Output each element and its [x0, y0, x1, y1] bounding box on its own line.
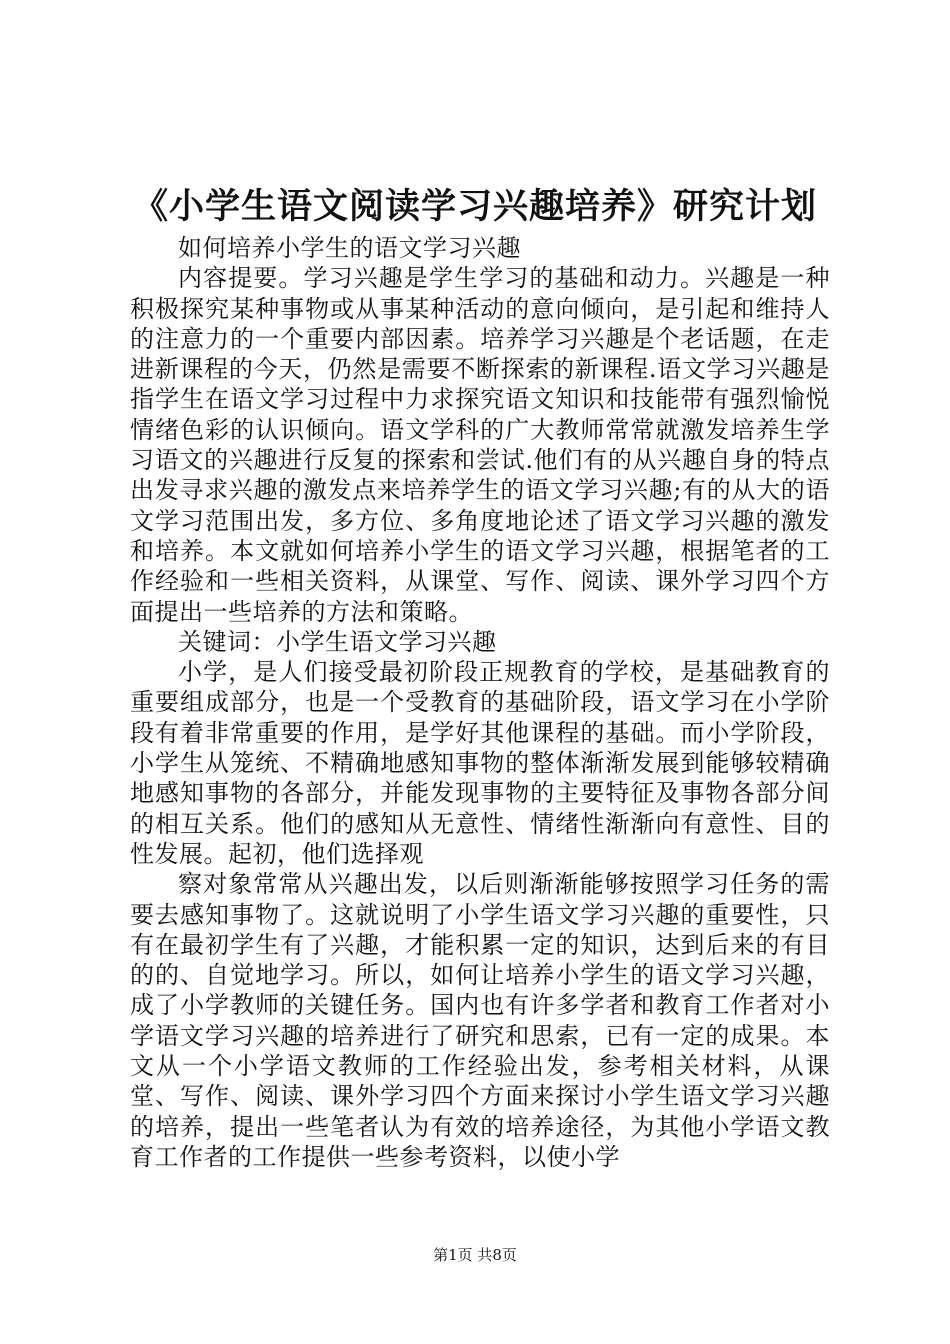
keywords-paragraph: 关键词：小学生语文学习兴趣: [178, 627, 497, 656]
body-paragraph-1: 小学，是人们接受最初阶段正规教育的学校，是基础教育的重要组成部分，也是一个受教育的基础阶段，语文学习在小学阶段有着非常重要的作用，是学好其他课程的基础。而小学阶段，小学生从笼统、不精确地感知事物的整体渐渐发展到能够较精确地感知事物的各部分，并能发现事物的主要特征及事物各部分间的相互关系。他们的感知从无意性、情绪性渐渐向有意性、目的性发展。起初，他们选择观: [130, 658, 830, 868]
document-title: 《小学生语文阅读学习兴趣培养》研究计划: [132, 186, 817, 227]
document-body: [130, 233, 830, 1172]
page-footer: 第1页 共8页: [433, 1246, 517, 1264]
body-paragraph-2: 察对象常常从兴趣出发，以后则渐渐能够按照学习任务的需要去感知事物了。这就说明了小学生语文学习兴趣的重要性，只有在最初学生有了兴趣，才能积累一定的知识，达到后来的有目的的、自觉地学习。所以，如何让培养小学生的语文学习兴趣，成了小学教师的关键任务。国内也有许多学者和教育工作者对小学语文学习兴趣的培养进行了研究和思索，已有一定的成果。本文从一个小学语文教师的工作经验出发，参考相关材料，从课堂、写作、阅读、课外学习四个方面来探讨小学生语文学习兴趣的培养，提出一些笔者认为有效的培养途径，为其他小学语文教育工作者的工作提供一些参考资料，以使小学: [130, 870, 830, 1171]
subtitle-paragraph: 如何培养小学生的语文学习兴趣: [178, 234, 521, 262]
abstract-paragraph: 内容提要。学习兴趣是学生学习的基础和动力。兴趣是一种积极探究某种事物或从事某种活动的意向倾向，是引起和维持人的注意力的一个重要内部因素。培养学习兴趣是个老话题，在走进新课程的今天，仍然是需要不断探索的新课程.语文学习兴趣是指学生在语文学习过程中力求探究语文知识和技能带有强烈愉悦情绪色彩的认识倾向。语文学科的广大教师常常就激发培养生学习语文的兴趣进行反复的探索和尝试.他们有的从兴趣自身的特点出发寻求兴趣的激发点来培养学生的语文学习兴趣;有的从大的语文学习范围出发，多方位、多角度地论述了语文学习兴趣的激发和培养。本文就如何培养小学生的语文学习兴趣，根据笔者的工作经验和一些相关资料，从课堂、写作、阅读、课外学习四个方面提出一些培养的方法和策略。: [130, 264, 830, 626]
